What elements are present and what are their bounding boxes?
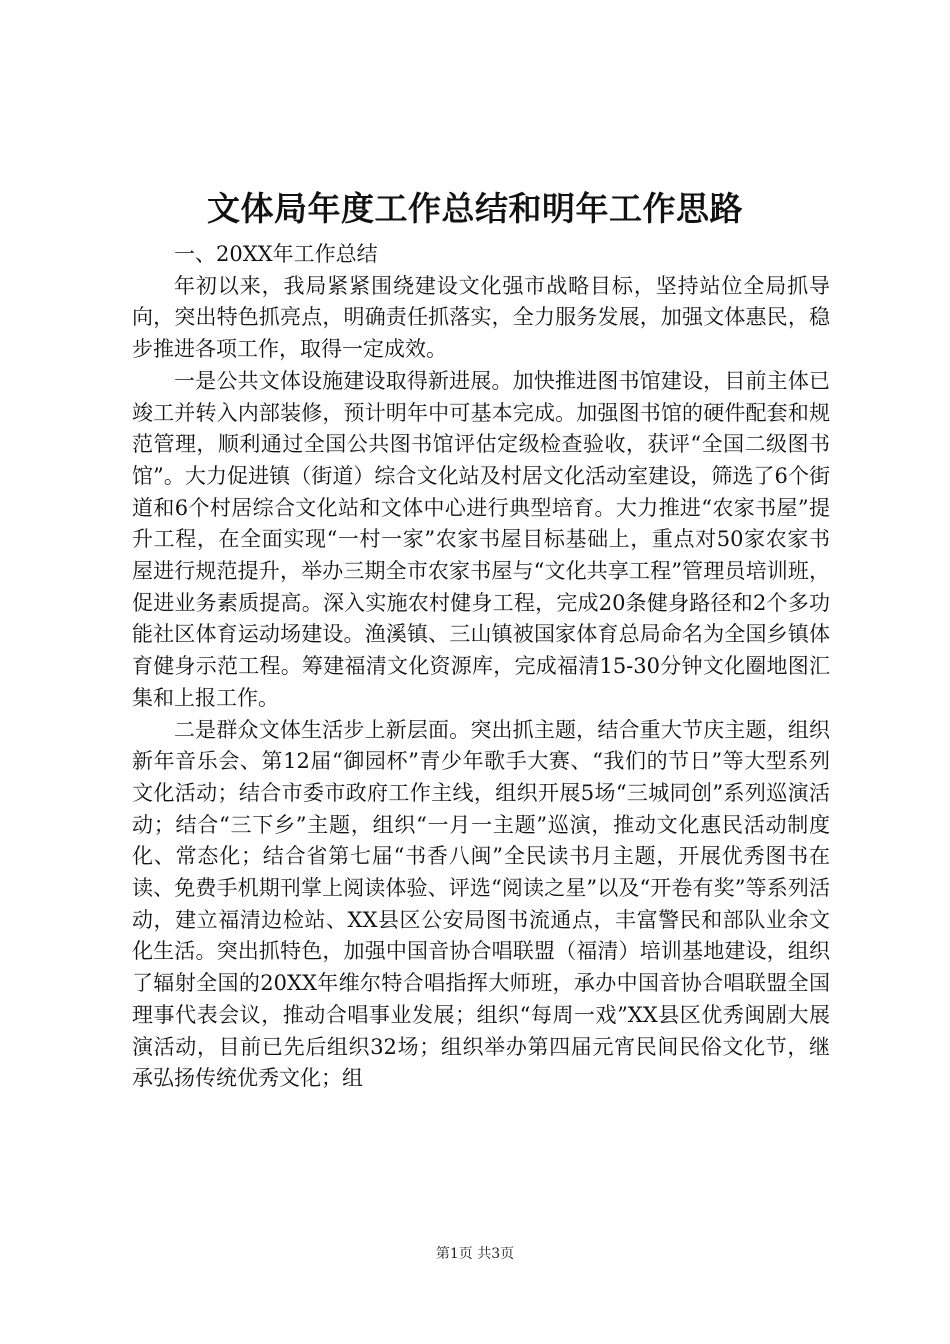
paragraph-intro: 年初以来，我局紧紧围绕建设文化强市战略目标，坚持站位全局抓导向，突出特色抓亮点，明确责任抓落实，全力服务发展，加强文体惠民，稳步推进各项工作，取得一定成效。 bbox=[132, 273, 830, 362]
document-title: 文体局年度工作总结和明年工作思路 bbox=[207, 189, 743, 228]
paragraph-facilities: 一是公共文体设施建设取得新进展。加快推进图书馆建设，目前主体已竣工并转入内部装修，预计明年中可基本完成。加强图书馆的硬件配套和规范管理，顺利通过全国公共图书馆评估定级检查验收，获评“全国二级图书馆”。大力促进镇（街道）综合文化站及村居文化活动室建设，筛选了6个街道和6个村居综合文化站和文体中心进行典型培育。大力推进“农家书屋”提升工程，在全面实现“一村一家”农家书屋目标基础上，重点对50家农家书屋进行规范提升，举办三期全市农家书屋与“文化共享工程”管理员培训班，促进业务素质提高。深入实施农村健身工程，完成20条健身路径和2个多功能社区体育运动场建设。渔溪镇、三山镇被国家体育总局命名为全国乡镇体育健身示范工程。筹建福清文化资源库，完成福清15-30分钟文化圈地图汇集和上报工作。 bbox=[132, 368, 830, 710]
document-body bbox=[132, 239, 830, 1095]
paragraph-cultural-life: 二是群众文体生活步上新层面。突出抓主题，结合重大节庆主题，组织新年音乐会、第12届“御园杯”青少年歌手大赛、“我们的节日”等大型系列文化活动；结合市委市政府工作主线，组织开展5场“三城同创”系列巡演活动；结合“三下乡”主题，组织“一月一主题”巡演，推动文化惠民活动制度化、常态化；结合省第七届“书香八闽”全民读书月主题，开展优秀图书在读、免费手机期刊掌上阅读体验、评选“阅读之星”以及“开卷有奖”等系列活动，建立福清边检站、XX县区公安局图书流通点，丰富警民和部队业余文化生活。突出抓特色，加强中国音协合唱联盟（福清）培训基地建设，组织了辐射全国的20XX年维尔特合唱指挥大师班，承办中国音协合唱联盟全国理事代表会议，推动合唱事业发展；组织“每周一戏”XX县区优秀闽剧大展演活动，目前已先后组织32场；组织举办第四届元宵民间民俗文化节，继承弘扬传统优秀文化；组 bbox=[132, 717, 830, 1091]
section-heading: 一、20XX年工作总结 bbox=[174, 242, 378, 266]
page-footer: 第1页 共3页 bbox=[435, 1246, 515, 1262]
